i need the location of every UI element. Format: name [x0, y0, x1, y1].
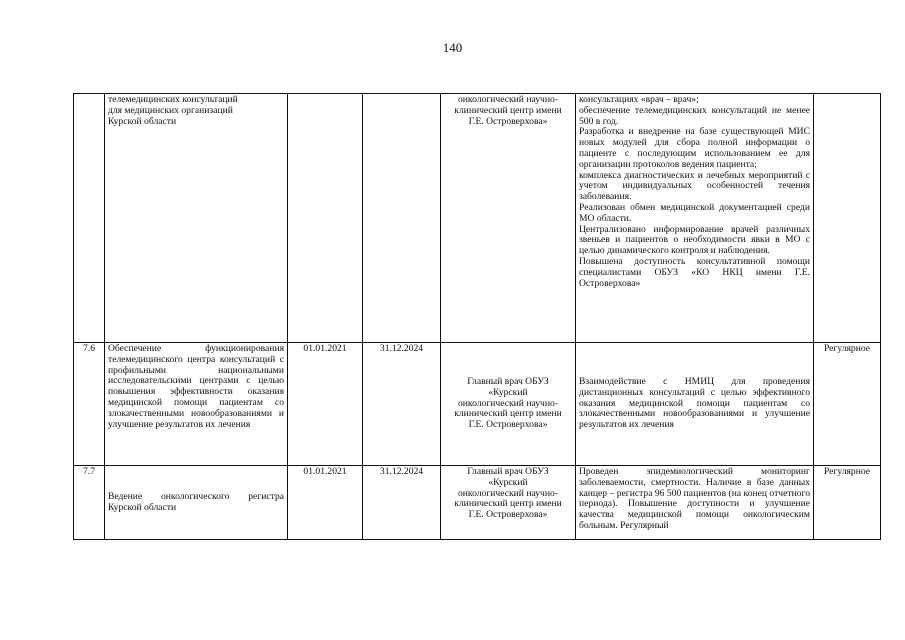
start-date: 01.01.2021 — [288, 343, 363, 466]
end-date: 31.12.2024 — [363, 466, 441, 540]
description-line: Курской области — [108, 115, 177, 127]
responsible-line: Г.Е. Островерхова» — [468, 115, 548, 127]
expected-result — [576, 94, 814, 343]
responsible-line: клинический центр имени — [454, 408, 562, 420]
end-date: 31.12.2024 — [363, 343, 441, 466]
result-line: Разработка и внедрение на базе существующей МИС новых модулей для сбора полной информации о пациенте с последующим использованием ее для организации протоколов ведения пациента; — [579, 126, 810, 170]
result-line: обеспечение телемедицинских консультаций не менее 500 в год. — [579, 104, 810, 127]
row-number: 7.6 — [74, 343, 105, 466]
responsible-line: клинический центр имени — [454, 498, 562, 510]
table-row — [74, 466, 881, 540]
responsible-line: Г.Е. Островерхова» — [468, 419, 548, 431]
responsible-executor — [441, 94, 576, 343]
description-line: для медицинских организаций — [108, 104, 233, 116]
responsible-line: клинический центр имени — [454, 104, 562, 116]
responsible-line: онкологический научно- — [458, 397, 558, 409]
description-line: Ведение онкологического регистра Курской области — [108, 490, 284, 513]
responsible-line: онкологический научно- — [458, 94, 558, 105]
start-date — [288, 94, 363, 343]
responsible-executor — [441, 343, 576, 466]
activity-description — [105, 343, 288, 466]
execution-character: Регулярное — [814, 343, 881, 466]
expected-result — [576, 343, 814, 466]
result-line: Реализован обмен медицинской документацией среди МО области. — [579, 201, 810, 224]
responsible-line: «Курский — [488, 476, 528, 488]
description-line: телемедицинских консультаций — [108, 94, 238, 105]
execution-character — [814, 94, 881, 343]
responsible-line: «Курский — [488, 386, 528, 398]
expected-result — [576, 466, 814, 540]
activity-description — [105, 466, 288, 540]
responsible-line: Главный врач ОБУЗ — [467, 466, 549, 477]
responsible-line: Главный врач ОБУЗ — [467, 376, 549, 387]
row-number — [74, 94, 105, 343]
table-row — [74, 343, 881, 466]
row-number: 7.7 — [74, 466, 105, 540]
result-line: Повышена доступность консультативной помощи специалистами ОБУЗ «КО НКЦ имени Г.Е. Островерхова» — [579, 255, 810, 289]
responsible-line: Г.Е. Островерхова» — [468, 509, 548, 521]
table-row — [74, 94, 881, 343]
result-line: Проведен эпидемиологический мониторинг заболеваемости, смертности. Наличие в базе данных канцер – регистра 96 500 пациентов (на конец отчетного периода). Повышение доступности и улучшение качества медицинской помощи онкологическим больным. Регулярный — [579, 466, 810, 531]
result-line: комплекса диагностических и лечебных мероприятий с учетом индивидуальных особенностей течения заболевания. — [579, 169, 810, 203]
activity-description — [105, 94, 288, 343]
result-line: Взаимодействие с НМИЦ для проведения дистанционных консультаций с целью эффективного оказания медицинской помощи пациентам со злокачественными новообразованиями и улучшение результатов их лечения — [579, 376, 810, 431]
result-line: консультациях «врач – врач»; — [579, 94, 699, 105]
description-line: Обеспечение функционирования телемедицинского центра консультаций с профильными национальными исследовательскими центрами с целью повышения эффективности оказания медицинской помощи пациентам со злокачественными новообразованиями и улучшение результатов их лечения — [108, 343, 284, 430]
result-line: Централизовано информирование врачей различных звеньев и пациентов о необходимости явки в МО с целью динамического контроля и наблюдения. — [579, 223, 810, 257]
end-date — [363, 94, 441, 343]
responsible-executor — [441, 466, 576, 540]
page-number: 140 — [442, 40, 463, 55]
responsible-line: онкологический научно- — [458, 487, 558, 499]
plan-table — [73, 93, 881, 540]
execution-character: Регулярное — [814, 466, 881, 540]
start-date: 01.01.2021 — [288, 466, 363, 540]
